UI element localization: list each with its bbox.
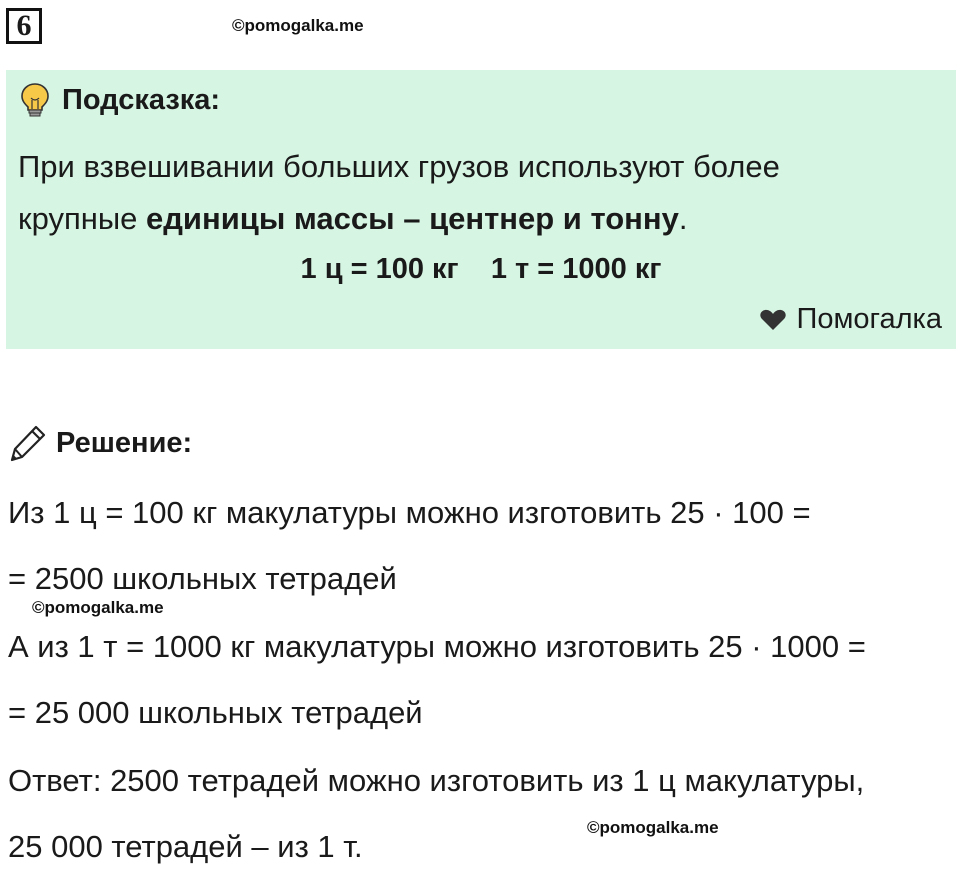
answer-line-1: Ответ: 2500 тетрадей можно изготовить из 1 ц макулатуры, — [8, 763, 865, 798]
heart-icon — [759, 308, 787, 332]
watermark: ©pomogalka.me — [232, 16, 364, 35]
hint-title: Подсказка: — [62, 83, 221, 116]
solution-line-1: Из 1 ц = 100 кг макулатуры можно изготовить 25 · 100 = — [8, 495, 811, 530]
solution-line-2: = 2500 школьных тетрадей — [8, 561, 397, 596]
hint-text-line-2 — [18, 201, 688, 237]
watermark: ©pomogalka.me — [32, 598, 164, 617]
answer-line-2: 25 000 тетрадей – из 1 т. — [8, 829, 363, 864]
pencil-icon — [8, 423, 48, 463]
task-number: 6 — [6, 8, 42, 44]
solution-line-4: = 25 000 школьных тетрадей — [8, 695, 423, 730]
hint-text-suffix: . — [678, 201, 688, 236]
solution-title: Решение: — [56, 426, 193, 459]
solution-line-3: А из 1 т = 1000 кг макулатуры можно изготовить 25 · 1000 = — [8, 629, 866, 664]
hint-text-prefix: крупные — [18, 201, 146, 236]
hint-box — [6, 70, 956, 349]
hint-text-emphasis: единицы массы – центнер и тонну — [146, 201, 679, 236]
solution-header — [8, 423, 192, 463]
hint-formula: 1 ц = 100 кг 1 т = 1000 кг — [300, 253, 662, 285]
brand-name: Помогалка — [796, 303, 942, 335]
lightbulb-icon — [20, 82, 50, 118]
brand-signature — [759, 303, 942, 336]
hint-header — [20, 82, 220, 118]
watermark: ©pomogalka.me — [587, 818, 719, 837]
hint-text-line-1: При взвешивании больших грузов используют более — [18, 149, 780, 184]
